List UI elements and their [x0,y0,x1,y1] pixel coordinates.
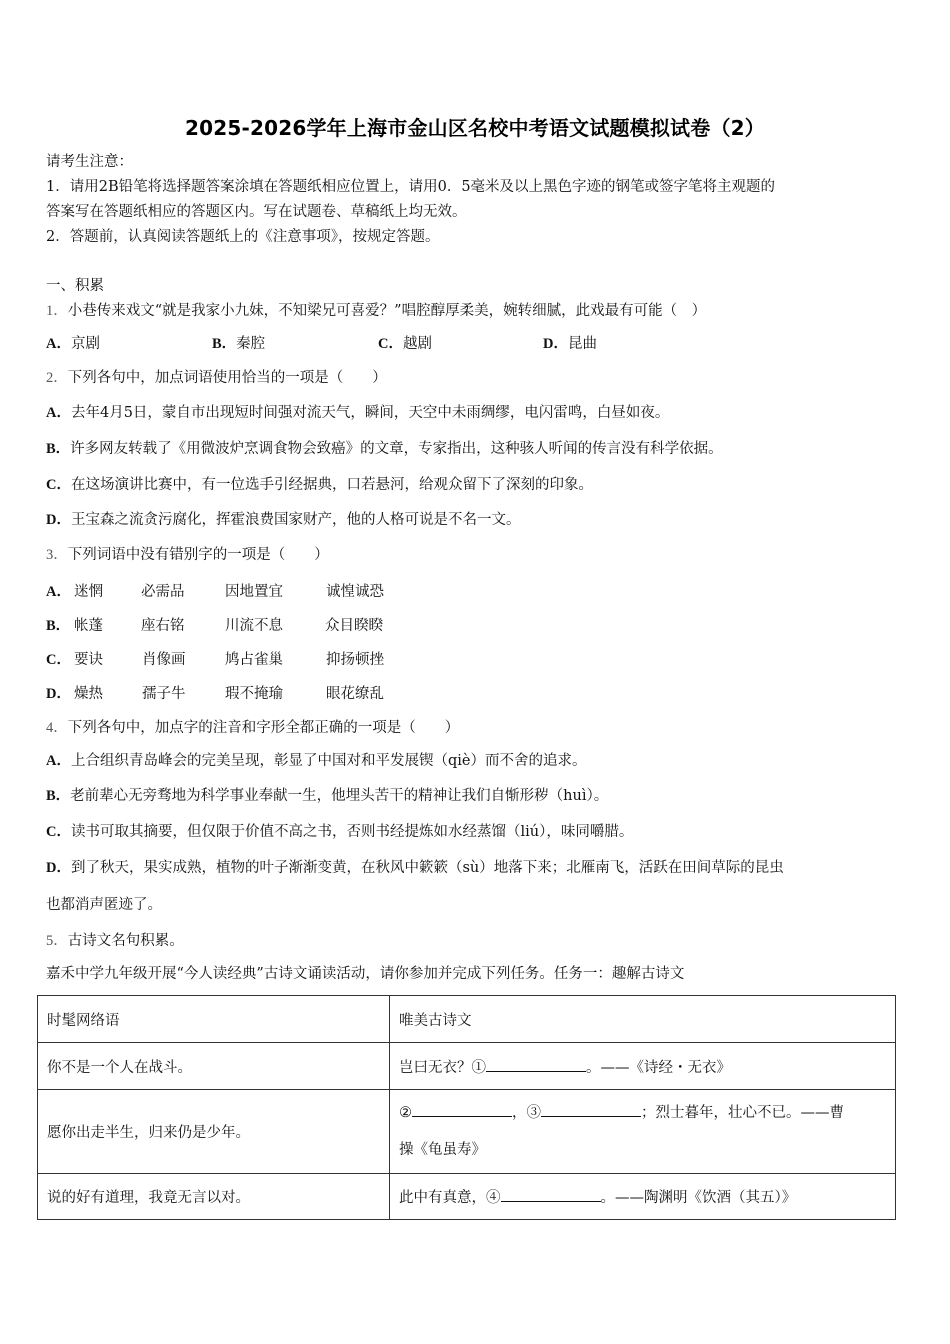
table-row [38,1090,896,1174]
option-c[interactable]: C．越剧 [378,336,432,352]
question-4 [46,718,459,738]
question-1 [46,301,706,321]
word: 必需品 [141,584,185,600]
notice-item-1-line-1: 1．请用2B铅笔将选择题答案涂填在答题纸相应位置上，请用0．5毫米及以上黑色字迹的钢笔或签字笔将主观题的 [46,179,776,195]
option-c[interactable]: C．读书可取其摘要，但仅限于价值不高之书，否则书经提炼如水经蒸馏（liú），味同嚼腊。 [46,824,634,840]
option-c[interactable]: C．在这场演讲比赛中，有一位选手引经据典，口若悬河，给观众留下了深刻的印象。 [46,477,593,493]
word: 孺子牛 [142,686,186,702]
question-2 [46,368,387,388]
word: 抑扬顿挫 [326,652,384,668]
question-number: 4． [46,720,68,736]
option-b[interactable]: B．许多网友转载了《用微波炉烹调食物会致癌》的文章，专家指出，这种骇人听闻的传言没有科学依据。 [46,441,723,457]
question-number: 3． [46,547,68,563]
option-b[interactable]: B．秦腔 [212,336,266,352]
option-a[interactable]: A． 迷惘 必需品 因地置宜 诚惶诚恐 [46,584,384,600]
option-a[interactable]: A．去年4月5日，蒙自市出现短时间强对流天气，瞬间，天空中未雨绸缪，电闪雷鸣，白昼如夜。 [46,405,670,421]
table-cell-slang: 说的好有道理，我竟无言以对。 [38,1174,390,1220]
section-heading: 一、积累 [46,278,104,294]
option-b[interactable]: B．老前辈心无旁骛地为科学事业奉献一生，他埋头苦干的精神让我们自惭形秽（huì）。 [46,788,609,804]
option-d[interactable]: D．到了秋天，果实成熟，植物的叶子渐渐变黄，在秋风中簌簌（sù）地落下来；北雁南飞，活跃在田间草际的昆虫 [46,860,784,876]
word: 燥热 [74,686,103,702]
fill-blank-4[interactable] [501,1187,601,1202]
table-cell-slang: 你不是一个人在战斗。 [38,1043,390,1090]
word: 眼花缭乱 [326,686,384,702]
question-number: 1． [46,303,68,319]
word: 要诀 [74,652,103,668]
option-d-continued: 也都消声匿迹了。 [46,897,162,913]
word: 座右铭 [141,618,185,634]
fill-blank-2[interactable] [412,1102,512,1117]
word: 迷惘 [74,584,103,600]
fill-blank-3[interactable] [541,1102,641,1117]
table-cell-poem: 此中有真意，④ 。——陶渊明《饮酒（其五）》 [390,1174,896,1220]
word: 众目睽睽 [325,618,383,634]
word: 肖像画 [142,652,186,668]
table-cell-slang: 愿你出走半生，归来仍是少年。 [38,1090,390,1174]
question-5-intro: 嘉禾中学九年级开展“今人读经典”古诗文诵读活动，请你参加并完成下列任务。任务一：趣解古诗文 [46,966,685,982]
question-5 [46,931,184,951]
question-stem: 小巷传来戏文“就是我家小九妹，不知梁兄可喜爱？”唱腔醇厚柔美，婉转细腻，此戏最有可能（ ） [67,303,707,319]
option-d[interactable]: D． 燥热 孺子牛 瑕不掩瑜 眼花缭乱 [46,686,384,702]
poetry-table [37,995,896,1220]
question-stem: 下列各句中，加点词语使用恰当的一项是（ ） [67,370,387,386]
table-cell-poem: 岂曰无衣？① 。——《诗经・无衣》 [390,1043,896,1090]
word: 诚惶诚恐 [326,584,384,600]
option-a[interactable]: A．京剧 [46,336,100,352]
option-d[interactable]: D．王宝森之流贪污腐化，挥霍浪费国家财产，他的人格可说是不名一文。 [46,512,521,528]
table-header-cell: 时髦网络语 [38,996,390,1043]
table-header-cell: 唯美古诗文 [390,996,896,1043]
question-stem: 古诗文名句积累。 [67,933,184,949]
question-3 [46,545,329,565]
notice-item-1-line-2: 答案写在答题纸相应的答题区内。写在试题卷、草稿纸上均无效。 [46,204,467,220]
option-b[interactable]: B． 帐蓬 座右铭 川流不息 众目睽睽 [46,618,383,634]
word: 因地置宜 [225,584,283,600]
notice-item-2: 2．答题前，认真阅读答题纸上的《注意事项》，按规定答题。 [46,229,440,245]
page-title: 2025-2026学年上海市金山区名校中考语文试题模拟试卷（2） [185,116,765,140]
fill-blank-1[interactable] [486,1057,586,1072]
word: 鸠占雀巢 [225,652,283,668]
table-cell-poem: ② ，③ ；烈士暮年，壮心不已。——曹 操《龟虽寿》 [390,1090,896,1174]
table-row [38,1174,896,1220]
option-d[interactable]: D．昆曲 [543,336,597,352]
question-number: 5． [46,933,68,949]
word: 川流不息 [225,618,283,634]
option-a[interactable]: A．上合组织青岛峰会的完美呈现，彰显了中国对和平发展锲（qiè）而不舍的追求。 [46,753,587,769]
word: 帐蓬 [74,618,103,634]
question-number: 2． [46,370,68,386]
table-row [38,1043,896,1090]
word: 瑕不掩瑜 [225,686,283,702]
question-stem: 下列各句中，加点字的注音和字形全都正确的一项是（ ） [67,720,460,736]
table-header-row [38,996,896,1043]
question-stem: 下列词语中没有错别字的一项是（ ） [67,547,329,563]
notice-heading: 请考生注意： [46,154,133,170]
option-c[interactable]: C． 要诀 肖像画 鸠占雀巢 抑扬顿挫 [46,652,384,668]
